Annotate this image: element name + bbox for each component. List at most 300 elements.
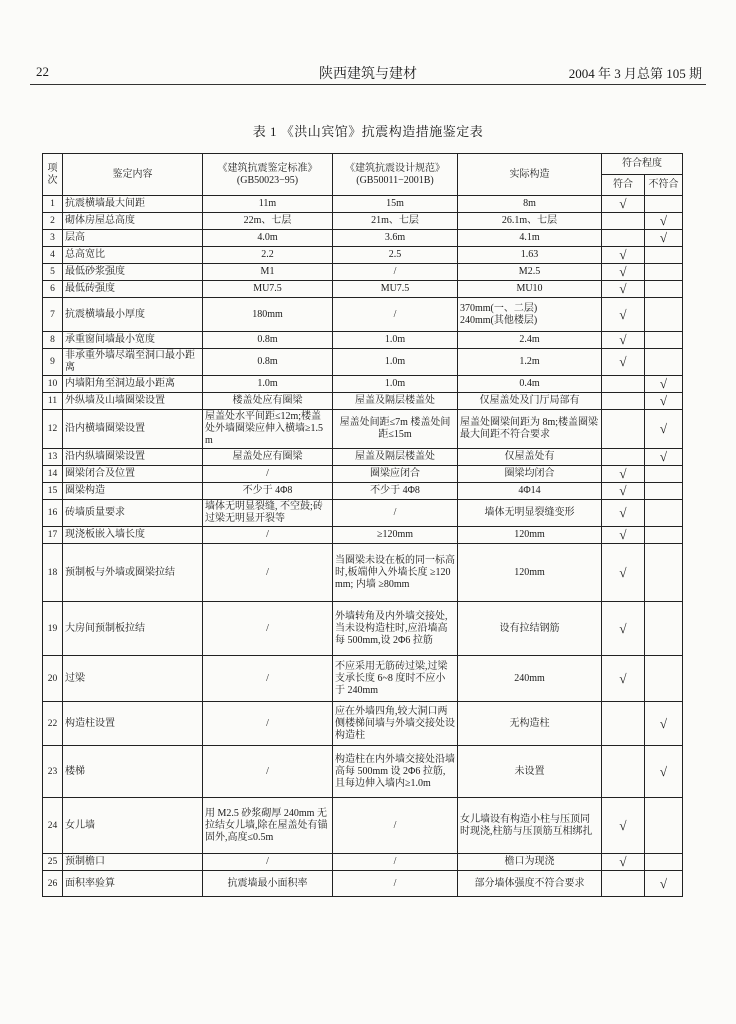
row-number xyxy=(43,298,63,332)
table-row xyxy=(43,602,683,656)
design-code-cell xyxy=(333,544,458,602)
actual-cell-text: 部分墙体强度不符合要求 xyxy=(474,877,585,889)
standard-cell-text: 楼盖处应有圈梁 xyxy=(232,395,303,406)
nonconform-mark xyxy=(645,281,683,298)
nonconform-mark-text: √ xyxy=(659,875,668,891)
conform-mark xyxy=(602,410,645,449)
table-row xyxy=(43,527,683,544)
conform-mark xyxy=(602,871,645,897)
design-code-cell xyxy=(333,298,458,332)
conform-mark xyxy=(602,527,645,544)
conform-mark xyxy=(602,798,645,854)
standard-cell xyxy=(203,544,333,602)
table-header xyxy=(43,154,683,196)
row-number xyxy=(43,483,63,500)
page-number: 22 xyxy=(36,64,49,79)
row-number xyxy=(43,798,63,854)
row-number-text: 24 xyxy=(47,820,58,831)
item-cell-text: 圈梁构造 xyxy=(65,485,105,496)
conform-mark-text: √ xyxy=(619,483,627,498)
row-number-text: 6 xyxy=(50,284,55,294)
conform-mark-text: √ xyxy=(619,854,627,869)
actual-cell-text: 仅屋盖处有 xyxy=(504,451,555,462)
actual-cell xyxy=(458,213,602,230)
item-cell-text: 现浇板嵌入墙长度 xyxy=(65,529,145,540)
design-code-cell xyxy=(333,349,458,376)
item-cell-text: 预制板与外墙或圈梁拉结 xyxy=(65,566,175,578)
row-number xyxy=(43,527,63,544)
standard-cell xyxy=(203,298,333,332)
item-cell xyxy=(63,702,203,746)
standard-cell-text: 1.0m xyxy=(257,378,278,389)
row-number xyxy=(43,602,63,656)
row-number-text: 14 xyxy=(47,469,58,479)
header-conformity: 符合程度 xyxy=(602,154,683,175)
nonconform-mark xyxy=(645,746,683,798)
standard-cell xyxy=(203,230,333,247)
row-number xyxy=(43,466,63,483)
item-cell xyxy=(63,196,203,213)
conform-mark-text: √ xyxy=(619,505,627,520)
conform-mark-text: √ xyxy=(619,264,627,279)
row-number-text: 13 xyxy=(47,452,58,462)
item-cell-text: 抗震横墙最大间距 xyxy=(65,198,145,209)
actual-cell xyxy=(458,871,602,897)
item-cell-text: 内墙阳角至洞边最小距离 xyxy=(65,378,175,389)
actual-cell xyxy=(458,854,602,871)
row-number-text: 18 xyxy=(47,567,58,578)
nonconform-mark xyxy=(645,656,683,702)
running-header xyxy=(30,62,706,85)
actual-cell xyxy=(458,376,602,393)
design-code-cell-text: 应在外墙四角,较大洞口两侧楼梯间墙与外墙交接处设构造柱 xyxy=(335,705,455,741)
item-cell xyxy=(63,281,203,298)
row-number xyxy=(43,376,63,393)
actual-cell-text: 檐口为现浇 xyxy=(504,856,555,867)
design-code-cell xyxy=(333,410,458,449)
nonconform-mark xyxy=(645,449,683,466)
table-row xyxy=(43,449,683,466)
design-code-cell-text: 1.0m xyxy=(384,356,406,367)
nonconform-mark xyxy=(645,376,683,393)
nonconform-mark xyxy=(645,247,683,264)
table-row xyxy=(43,746,683,798)
table-row xyxy=(43,798,683,854)
item-cell-text: 面积率验算 xyxy=(65,877,115,889)
design-code-cell-text: 2.5 xyxy=(388,249,402,260)
table-row xyxy=(43,500,683,527)
item-cell-text: 预制檐口 xyxy=(65,856,105,867)
item-cell-text: 过梁 xyxy=(65,672,85,684)
conform-mark xyxy=(602,483,645,500)
actual-cell xyxy=(458,298,602,332)
item-cell xyxy=(63,376,203,393)
item-cell-text: 构造柱设置 xyxy=(65,717,115,729)
design-code-cell xyxy=(333,376,458,393)
item-cell xyxy=(63,393,203,410)
standard-cell-text: / xyxy=(266,566,269,578)
conform-mark-text: √ xyxy=(619,670,627,686)
conform-mark xyxy=(602,449,645,466)
design-code-cell-text: / xyxy=(393,308,397,320)
nonconform-mark-text: √ xyxy=(659,763,668,779)
standard-cell xyxy=(203,702,333,746)
item-cell xyxy=(63,247,203,264)
item-cell-text: 承重窗间墙最小宽度 xyxy=(65,334,155,345)
item-cell xyxy=(63,544,203,602)
conform-mark xyxy=(602,213,645,230)
row-number-text: 9 xyxy=(50,357,55,367)
standard-cell-text: 屋盖处应有圈梁 xyxy=(232,451,303,462)
actual-cell-text: 4Φ14 xyxy=(518,485,541,496)
standard-cell-text: 180mm xyxy=(252,308,283,320)
item-cell xyxy=(63,213,203,230)
table-row xyxy=(43,466,683,483)
design-code-cell-text: 屋盖及隔层楼盖处 xyxy=(355,451,435,462)
table-row xyxy=(43,213,683,230)
row-number xyxy=(43,393,63,410)
header-conform: 符合 xyxy=(602,175,645,196)
design-code-cell-text: 15m xyxy=(386,198,404,209)
row-number xyxy=(43,702,63,746)
standard-cell xyxy=(203,527,333,544)
design-code-cell xyxy=(333,798,458,854)
standard-cell xyxy=(203,393,333,410)
actual-cell-text: 未设置 xyxy=(514,765,545,777)
row-number-text: 12 xyxy=(47,424,58,434)
standard-cell-text: / xyxy=(266,765,269,777)
item-cell xyxy=(63,264,203,281)
design-code-cell xyxy=(333,702,458,746)
actual-cell xyxy=(458,702,602,746)
row-number xyxy=(43,854,63,871)
standard-cell-text: 22m、七层 xyxy=(243,215,292,226)
table-row xyxy=(43,298,683,332)
row-number-text: 22 xyxy=(47,718,58,729)
conform-mark-text: √ xyxy=(619,247,627,262)
table-title: 表 1 《洪山宾馆》抗震构造措施鉴定表 xyxy=(252,124,484,139)
evaluation-table xyxy=(42,153,683,897)
conform-mark-text: √ xyxy=(619,564,627,580)
item-cell-text: 最低砂浆强度 xyxy=(65,266,125,277)
standard-cell xyxy=(203,410,333,449)
row-number xyxy=(43,410,63,449)
item-cell xyxy=(63,602,203,656)
row-number-text: 20 xyxy=(47,673,58,684)
actual-cell xyxy=(458,230,602,247)
actual-cell-text: 屋盖处圈梁间距为 8m;楼盖圈梁最大间距不符合要求 xyxy=(460,417,599,440)
row-number xyxy=(43,656,63,702)
item-cell xyxy=(63,483,203,500)
conform-mark xyxy=(602,349,645,376)
table-row xyxy=(43,349,683,376)
journal-title: 陕西建筑与建材 xyxy=(319,67,417,82)
nonconform-mark xyxy=(645,500,683,527)
standard-cell xyxy=(203,500,333,527)
conform-mark xyxy=(602,332,645,349)
item-cell-text: 层高 xyxy=(65,232,85,243)
nonconform-mark xyxy=(645,349,683,376)
header-no-top: 项 xyxy=(47,162,58,174)
nonconform-mark xyxy=(645,483,683,500)
row-number-text: 5 xyxy=(50,267,55,277)
design-code-cell xyxy=(333,332,458,349)
header-standard-name: 《建筑抗震鉴定标准》 xyxy=(217,162,318,174)
conform-mark xyxy=(602,298,645,332)
conform-mark xyxy=(602,281,645,298)
actual-cell xyxy=(458,483,602,500)
nonconform-mark xyxy=(645,871,683,897)
conform-mark xyxy=(602,656,645,702)
actual-cell-text: 1.63 xyxy=(520,249,539,260)
standard-cell xyxy=(203,332,333,349)
conform-mark xyxy=(602,500,645,527)
design-code-cell xyxy=(333,746,458,798)
nonconform-mark xyxy=(645,332,683,349)
header-nonconform: 不符合 xyxy=(645,175,683,196)
row-number xyxy=(43,247,63,264)
table-row xyxy=(43,332,683,349)
row-number-text: 7 xyxy=(50,309,55,320)
actual-cell-text: 370mm(一、二层) 240mm(其他楼层) xyxy=(460,302,538,326)
standard-cell xyxy=(203,466,333,483)
item-cell xyxy=(63,332,203,349)
header-design-code-name: 《建筑抗震设计规范》 xyxy=(345,162,445,174)
header-standard xyxy=(203,154,333,196)
design-code-cell-text: ≥120mm xyxy=(376,529,414,540)
design-code-cell-text: 圈梁应闭合 xyxy=(370,468,420,479)
actual-cell-text: 无构造柱 xyxy=(509,717,550,729)
nonconform-mark-text: √ xyxy=(659,449,668,464)
conform-mark-text: √ xyxy=(619,306,627,322)
actual-cell xyxy=(458,196,602,213)
actual-cell-text: 1.2m xyxy=(519,356,540,367)
nonconform-mark xyxy=(645,466,683,483)
design-code-cell-text: 屋盖及隔层楼盖处 xyxy=(355,395,435,406)
design-code-cell-text: / xyxy=(393,877,397,889)
item-cell xyxy=(63,466,203,483)
nonconform-mark xyxy=(645,798,683,854)
row-number-text: 10 xyxy=(47,379,58,389)
design-code-cell-text: / xyxy=(393,507,397,518)
standard-cell xyxy=(203,247,333,264)
actual-cell-text: 圈梁均闭合 xyxy=(504,468,555,479)
standard-cell xyxy=(203,602,333,656)
design-code-cell xyxy=(333,500,458,527)
standard-cell xyxy=(203,871,333,897)
actual-cell-text: 墙体无明显裂缝变形 xyxy=(484,507,575,518)
conform-mark-text: √ xyxy=(619,281,627,296)
standard-cell-text: 不少于 4Φ8 xyxy=(242,485,293,496)
row-number xyxy=(43,500,63,527)
item-cell-text: 砌体房屋总高度 xyxy=(65,215,135,226)
design-code-cell-text: 屋盖处间距≤7m 楼盖处间距≤15m xyxy=(339,417,451,440)
actual-cell xyxy=(458,393,602,410)
actual-cell xyxy=(458,602,602,656)
table-row xyxy=(43,247,683,264)
item-cell-text: 砖墙质量要求 xyxy=(65,507,125,518)
row-number-text: 1 xyxy=(50,199,55,209)
item-cell xyxy=(63,349,203,376)
standard-cell xyxy=(203,854,333,871)
conform-mark xyxy=(602,264,645,281)
actual-cell xyxy=(458,544,602,602)
header-design-code-number: (GB50011−2001B) xyxy=(356,174,434,186)
standard-cell-text: 0.8m xyxy=(257,334,278,345)
standard-cell-text: / xyxy=(266,622,269,634)
item-cell-text: 楼梯 xyxy=(65,765,85,777)
item-cell-text: 非承重外墙尽端至洞口最小距离 xyxy=(65,350,195,373)
actual-cell xyxy=(458,449,602,466)
design-code-cell-text: 当圈梁未设在板的同一标高时,板端伸入外墙长度 ≥120mm; 内墙 ≥80mm xyxy=(335,554,455,590)
standard-cell xyxy=(203,213,333,230)
row-number xyxy=(43,332,63,349)
item-cell-text: 女儿墙 xyxy=(65,819,95,831)
row-number-text: 11 xyxy=(47,396,58,406)
actual-cell xyxy=(458,500,602,527)
actual-cell-text: 女儿墙设有构造小柱与压顶同时现浇,柱筋与压顶筋互相绑扎 xyxy=(460,813,593,837)
standard-cell-text: 4.0m xyxy=(257,232,278,243)
table-row xyxy=(43,281,683,298)
row-number-text: 19 xyxy=(47,623,58,634)
row-number-text: 15 xyxy=(47,486,58,496)
design-code-cell xyxy=(333,449,458,466)
row-number xyxy=(43,544,63,602)
standard-cell-text: M1 xyxy=(260,266,275,277)
actual-cell-text: 120mm xyxy=(514,566,545,578)
header-no-bottom: 次 xyxy=(47,174,58,186)
design-code-cell-text: / xyxy=(393,819,397,831)
conform-mark-text: √ xyxy=(619,817,627,833)
item-cell xyxy=(63,798,203,854)
nonconform-mark-text: √ xyxy=(659,213,668,228)
issue-info: 2004 年 3 月总第 105 期 xyxy=(568,66,702,81)
design-code-cell-text: 构造柱在内外墙交接处沿墙高每 500mm 设 2Φ6 拉筋,且每边伸入墙内≥1.0m xyxy=(335,753,455,789)
item-cell-text: 抗震横墙最小厚度 xyxy=(65,308,145,320)
table-row xyxy=(43,483,683,500)
standard-cell xyxy=(203,196,333,213)
standard-cell-text: / xyxy=(266,672,269,684)
row-number-text: 26 xyxy=(47,878,58,889)
conform-mark-text: √ xyxy=(619,332,627,347)
table-row xyxy=(43,196,683,213)
actual-cell xyxy=(458,410,602,449)
nonconform-mark xyxy=(645,702,683,746)
nonconform-mark-text: √ xyxy=(659,393,668,408)
actual-cell xyxy=(458,527,602,544)
header-item: 鉴定内容 xyxy=(63,154,203,196)
row-number xyxy=(43,349,63,376)
standard-cell xyxy=(203,264,333,281)
actual-cell-text: 8m xyxy=(523,198,536,209)
design-code-cell xyxy=(333,527,458,544)
conform-mark xyxy=(602,376,645,393)
item-cell-text: 总高宽比 xyxy=(65,249,105,260)
item-cell-text: 圈梁闭合及位置 xyxy=(65,468,135,479)
item-cell xyxy=(63,527,203,544)
design-code-cell xyxy=(333,281,458,298)
standard-cell-text: 11m xyxy=(258,198,277,209)
item-cell xyxy=(63,854,203,871)
actual-cell-text: 120mm xyxy=(514,529,545,540)
actual-cell-text: 设有拉结钢筋 xyxy=(499,622,560,634)
actual-cell xyxy=(458,264,602,281)
design-code-cell xyxy=(333,393,458,410)
header-standard-code: (GB50023−95) xyxy=(236,174,299,186)
nonconform-mark xyxy=(645,544,683,602)
table-row xyxy=(43,376,683,393)
conform-mark xyxy=(602,544,645,602)
actual-cell-text: 2.4m xyxy=(519,334,540,345)
conform-mark-text: √ xyxy=(619,354,627,369)
item-cell-text: 沿内横墙圈梁设置 xyxy=(65,423,145,434)
design-code-cell xyxy=(333,247,458,264)
nonconform-mark xyxy=(645,854,683,871)
standard-cell-text: / xyxy=(266,717,269,729)
row-number-text: 2 xyxy=(50,216,55,226)
design-code-cell-text: 3.6m xyxy=(384,232,406,243)
table-row xyxy=(43,656,683,702)
actual-cell xyxy=(458,349,602,376)
actual-cell-text: 26.1m、七层 xyxy=(501,215,558,226)
design-code-cell xyxy=(333,264,458,281)
standard-cell-text: 用 M2.5 砂浆砌厚 240mm 无拉结女儿墙,除在屋盖处有锚固外,高度≤0.5m xyxy=(205,807,328,843)
conform-mark xyxy=(602,230,645,247)
standard-cell-text: 屋盖处水平间距≤12m;楼盖处外墙圈梁应伸入横墙≥1.5m xyxy=(205,411,323,446)
standard-cell xyxy=(203,798,333,854)
table-row xyxy=(43,871,683,897)
design-code-cell xyxy=(333,656,458,702)
design-code-cell xyxy=(333,871,458,897)
row-number xyxy=(43,449,63,466)
actual-cell xyxy=(458,332,602,349)
standard-cell-text: 0.8m xyxy=(257,356,278,367)
table-body xyxy=(43,196,683,897)
standard-cell-text: 抗震墙最小面积率 xyxy=(227,877,308,889)
design-code-cell xyxy=(333,466,458,483)
design-code-cell-text: 1.0m xyxy=(384,334,406,345)
table-row xyxy=(43,702,683,746)
item-cell xyxy=(63,230,203,247)
standard-cell xyxy=(203,656,333,702)
actual-cell-text: M2.5 xyxy=(518,266,541,277)
design-code-cell-text: 21m、七层 xyxy=(371,215,419,226)
conform-mark-text: √ xyxy=(619,196,627,211)
nonconform-mark xyxy=(645,602,683,656)
conform-mark xyxy=(602,602,645,656)
table-row xyxy=(43,264,683,281)
standard-cell-text: MU7.5 xyxy=(253,283,282,294)
conform-mark-text: √ xyxy=(619,527,627,542)
design-code-cell-text: / xyxy=(393,266,397,277)
standard-cell xyxy=(203,281,333,298)
design-code-cell-text: 1.0m xyxy=(384,378,406,389)
actual-cell xyxy=(458,466,602,483)
standard-cell xyxy=(203,483,333,500)
actual-cell-text: MU10 xyxy=(516,283,543,294)
table-row xyxy=(43,230,683,247)
standard-cell-text: / xyxy=(266,468,269,479)
row-number-text: 16 xyxy=(47,508,58,518)
nonconform-mark xyxy=(645,213,683,230)
nonconform-mark-text: √ xyxy=(659,376,668,391)
nonconform-mark xyxy=(645,230,683,247)
conform-mark-text: √ xyxy=(619,466,627,481)
actual-cell xyxy=(458,656,602,702)
conform-mark xyxy=(602,854,645,871)
actual-cell xyxy=(458,746,602,798)
actual-cell xyxy=(458,798,602,854)
